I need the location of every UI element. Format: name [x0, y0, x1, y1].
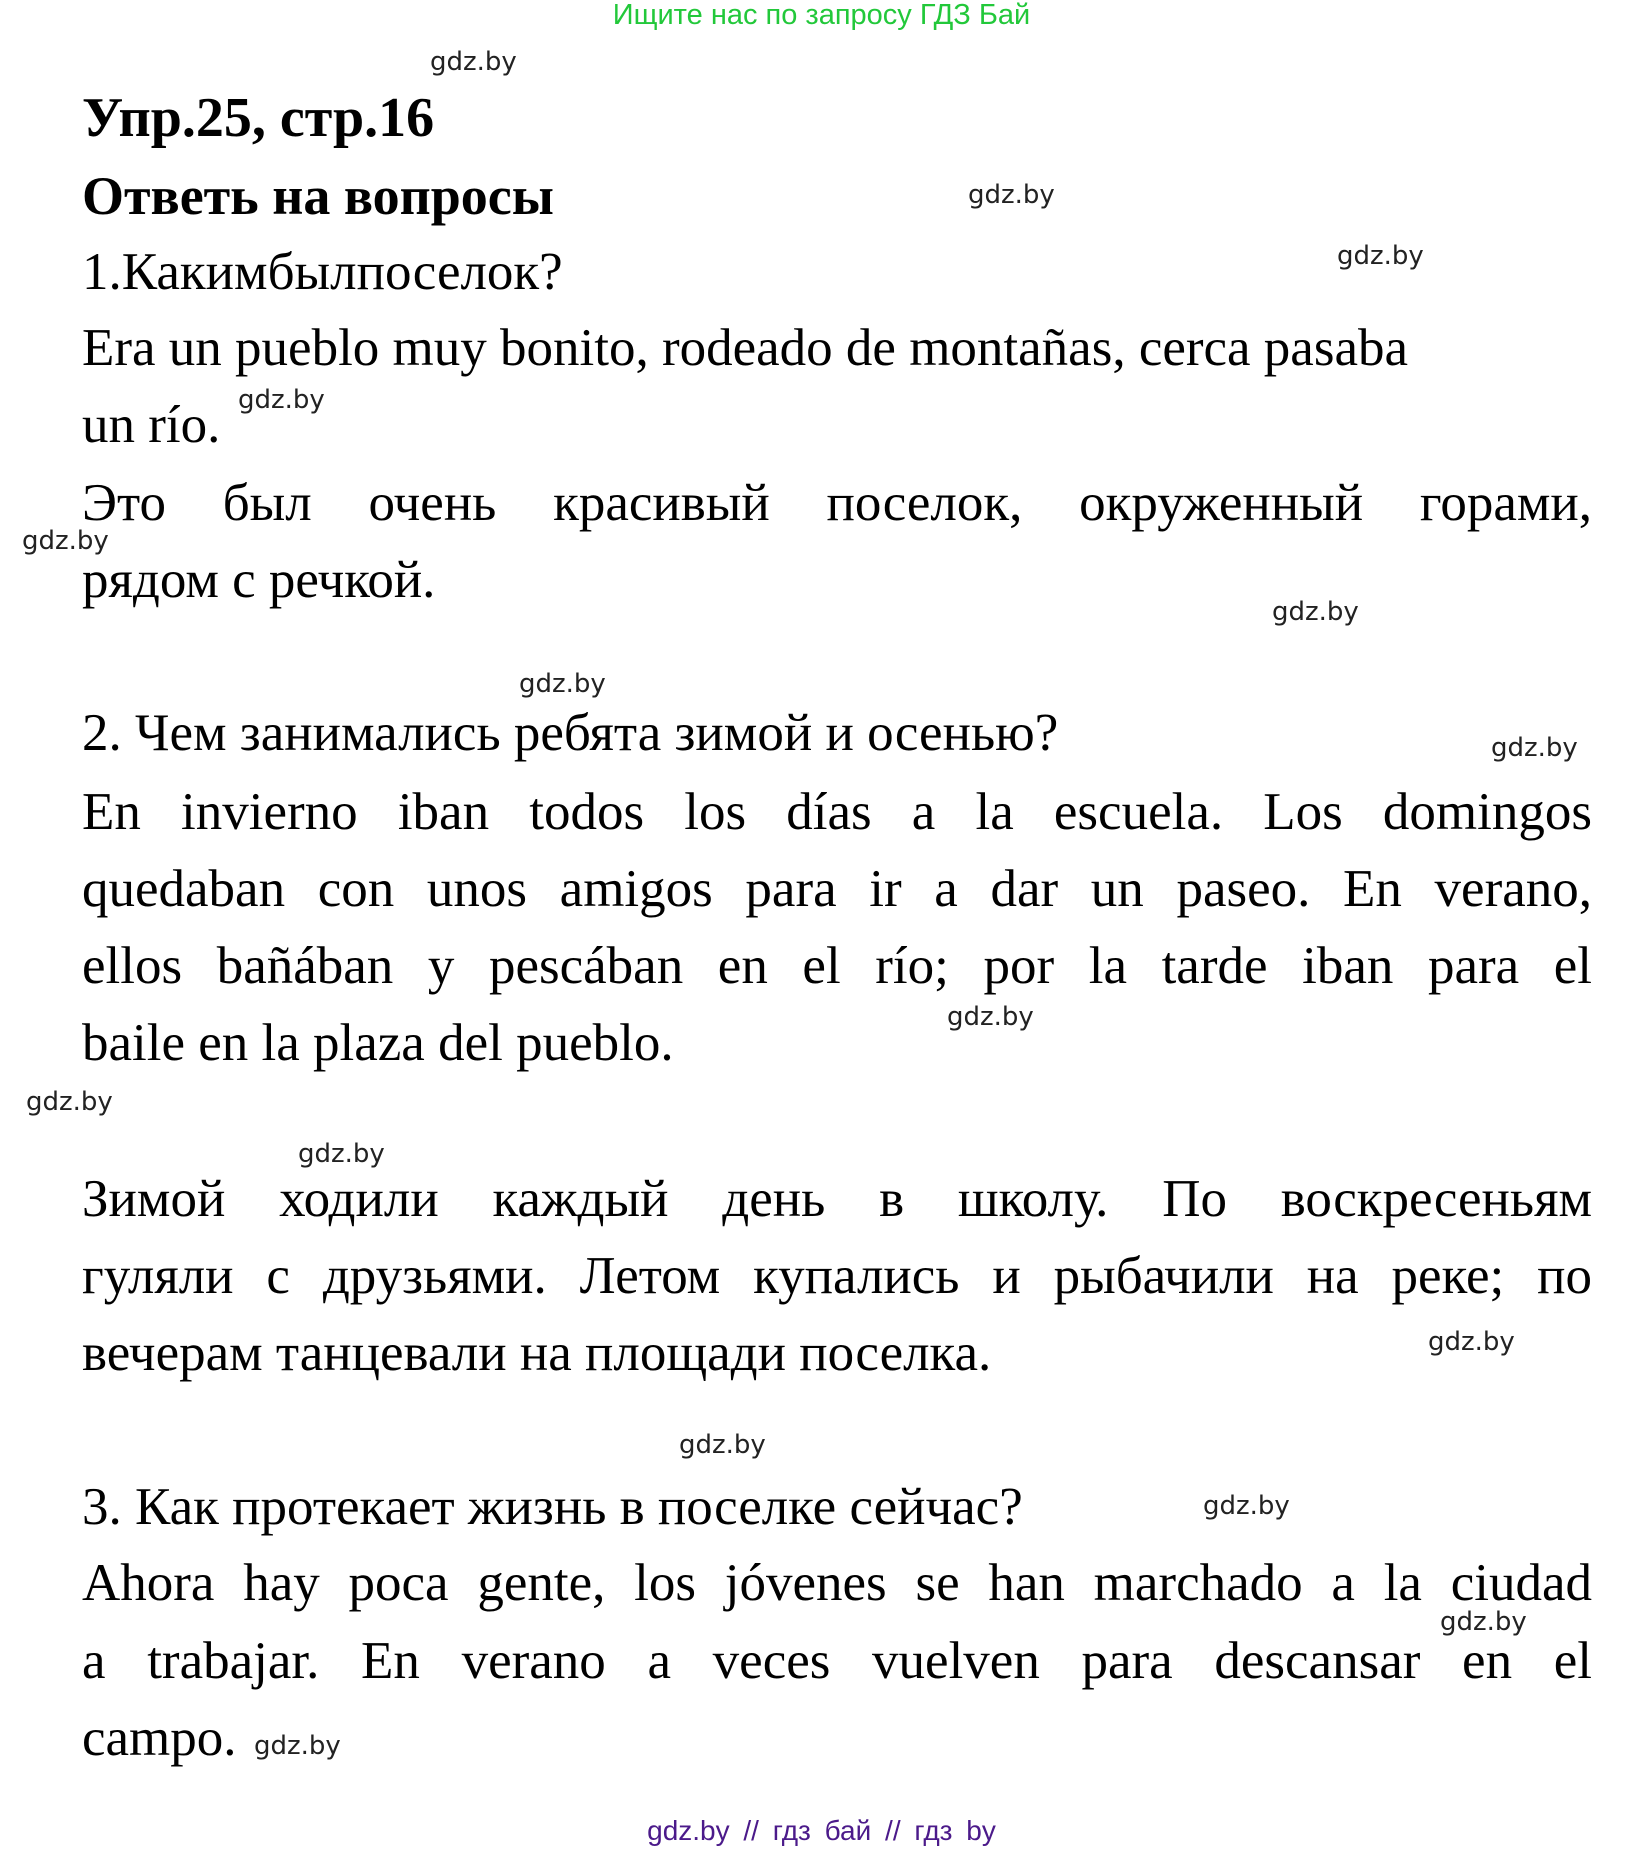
answer-2-ru-line: вечерам танцевали на площади поселка. — [82, 1324, 992, 1382]
answer-3-es-line: a trabajar. En verano a veces vuelven para descansar en el — [82, 1632, 1592, 1690]
answer-2-es-line: ellos bañában y pescában en el río; por la tarde iban para el — [82, 937, 1592, 995]
exercise-subtitle: Ответь на вопросы — [82, 166, 554, 226]
watermark: gdz.by — [519, 669, 606, 699]
promo-banner[interactable]: Ищите нас по запросу ГДЗ Бай — [612, 0, 1031, 31]
watermark: gdz.by — [1272, 597, 1359, 627]
answer-1-ru-line: Это был очень красивый поселок, окруженный горами, — [82, 474, 1592, 532]
answer-2-es-line: En invierno iban todos los días a la escuela. Los domingos — [82, 783, 1592, 841]
watermark: gdz.by — [430, 47, 517, 77]
answer-2-ru-line: Зимой ходили каждый день в школу. По воскресеньям — [82, 1170, 1592, 1228]
question-1: 1.Какимбылпоселок? — [82, 243, 563, 301]
answer-1-es-line: Era un pueblo muy bonito, rodeado de montañas, cerca pasaba — [82, 319, 1409, 377]
watermark: gdz.by — [947, 1002, 1034, 1032]
answer-1-es-line: un río. — [82, 396, 221, 454]
watermark: gdz.by — [1440, 1607, 1527, 1637]
footer-links[interactable]: gdz.by // гдз бай // гдз by — [647, 1815, 996, 1846]
answer-2-ru-line: гуляли с друзьями. Летом купались и рыбачили на реке; по — [82, 1247, 1592, 1305]
answer-2-es-line: baile en la plaza del pueblo. — [82, 1014, 674, 1072]
watermark: gdz.by — [1491, 733, 1578, 763]
watermark: gdz.by — [298, 1139, 385, 1169]
watermark: gdz.by — [254, 1731, 341, 1761]
watermark: gdz.by — [1337, 241, 1424, 271]
exercise-title: Упр.25, стр.16 — [82, 87, 435, 149]
question-2: 2. Чем занимались ребята зимой и осенью? — [82, 704, 1059, 762]
watermark: gdz.by — [1428, 1327, 1515, 1357]
watermark: gdz.by — [1203, 1491, 1290, 1521]
answer-3-es-line: Ahora hay poca gente, los jóvenes se han marchado a la ciudad — [82, 1554, 1592, 1612]
answer-1-ru-line: рядом с речкой. — [82, 551, 436, 609]
watermark: gdz.by — [679, 1430, 766, 1460]
watermark: gdz.by — [26, 1087, 113, 1117]
watermark: gdz.by — [238, 385, 325, 415]
watermark: gdz.by — [968, 180, 1055, 210]
answer-3-es-line: campo. — [82, 1709, 237, 1767]
answer-2-es-line: quedaban con unos amigos para ir a dar un paseo. En verano, — [82, 860, 1592, 918]
watermark: gdz.by — [22, 526, 109, 556]
question-3: 3. Как протекает жизнь в поселке сейчас? — [82, 1478, 1023, 1536]
